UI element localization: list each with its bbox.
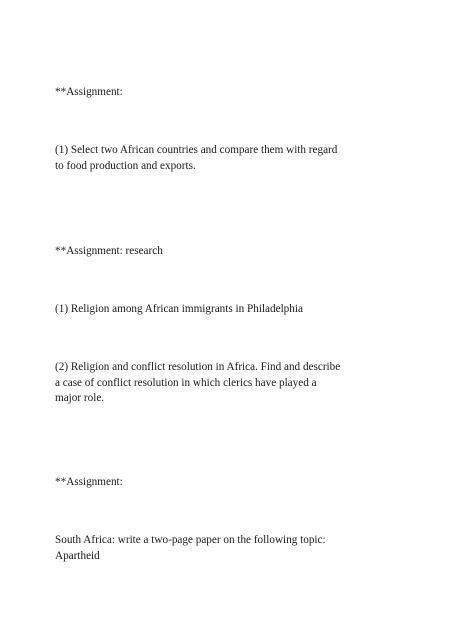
assignment-3-text-line-2: Apartheid [55,550,100,562]
assignment-2-item-2-line-2: a case of conflict resolution in which clerics have played a [55,377,317,389]
assignment-2-item-2-line-1: (2) Religion and conflict resolution in Africa. Find and describe [55,361,341,373]
assignment-3-text-line-1: South Africa: write a two-page paper on the following topic: [55,534,326,546]
assignment-heading-1: **Assignment: [55,86,123,98]
assignment-2-item-2-line-3: major role. [55,392,105,404]
assignment-1-item-1-line-1: (1) Select two African countries and compare them with regard [55,144,338,156]
assignment-1-item-1-line-2: to food production and exports. [55,160,196,172]
assignment-2-item-1: (1) Religion among African immigrants in Philadelphia [55,303,303,315]
assignment-heading-2: **Assignment: research [55,245,163,257]
assignment-heading-3: **Assignment: [55,476,123,488]
